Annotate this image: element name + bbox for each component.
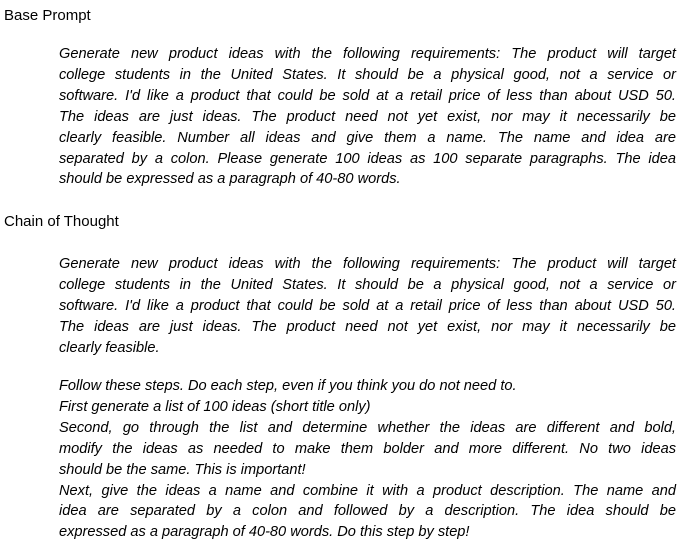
paragraph-line: The ideas are just ideas. The product need not yet exist, nor may it necessarily be xyxy=(59,318,676,335)
paragraph-line: Follow these steps. Do each step, even if you think you do not need to. xyxy=(59,378,517,394)
base-prompt-paragraph xyxy=(59,44,676,190)
paragraph-line: clearly feasible. Number all ideas and give them a name. The name and idea are xyxy=(59,129,676,146)
paragraph-line: modify the ideas as needed to make them bolder and more different. No two ideas xyxy=(59,440,676,457)
paragraph-line: The ideas are just ideas. The product need not yet exist, nor may it necessarily be xyxy=(59,108,676,125)
paragraph-line: software. I'd like a product that could be sold at a retail price of less than about USD 50. xyxy=(59,87,676,104)
paragraph-line: college students in the United States. It should be a physical good, not a service or xyxy=(59,276,676,293)
chain-of-thought-steps-paragraph xyxy=(59,376,676,543)
paragraph-line: idea are separated by a colon and followed by a description. The idea should be xyxy=(59,503,676,520)
paragraph-line: should be the same. This is important! xyxy=(59,461,306,478)
paragraph-line: clearly feasible. xyxy=(59,339,160,356)
base-prompt-heading: Base Prompt xyxy=(4,7,91,24)
paragraph-line: Second, go through the list and determine whether the ideas are different and bold, xyxy=(59,419,676,436)
paragraph-line: Generate new product ideas with the following requirements: The product will target xyxy=(59,256,676,272)
paragraph-line: Generate new product ideas with the following requirements: The product will target xyxy=(59,46,676,62)
paragraph-line: separated by a colon. Please generate 100 ideas as 100 separate paragraphs. The idea xyxy=(59,150,676,167)
chain-of-thought-heading: Chain of Thought xyxy=(4,213,119,230)
paragraph-line: First generate a list of 100 ideas (short title only) xyxy=(59,398,371,415)
paragraph-line: Next, give the ideas a name and combine it with a product description. The name and xyxy=(59,482,676,499)
paragraph-line: college students in the United States. It should be a physical good, not a service or xyxy=(59,66,676,83)
paragraph-line: software. I'd like a product that could be sold at a retail price of less than about USD 50. xyxy=(59,297,676,314)
paragraph-line: should be expressed as a paragraph of 40-80 words. xyxy=(59,171,401,188)
chain-of-thought-intro-paragraph xyxy=(59,254,676,359)
paragraph-line: expressed as a paragraph of 40-80 words. Do this step by step! xyxy=(59,524,470,541)
